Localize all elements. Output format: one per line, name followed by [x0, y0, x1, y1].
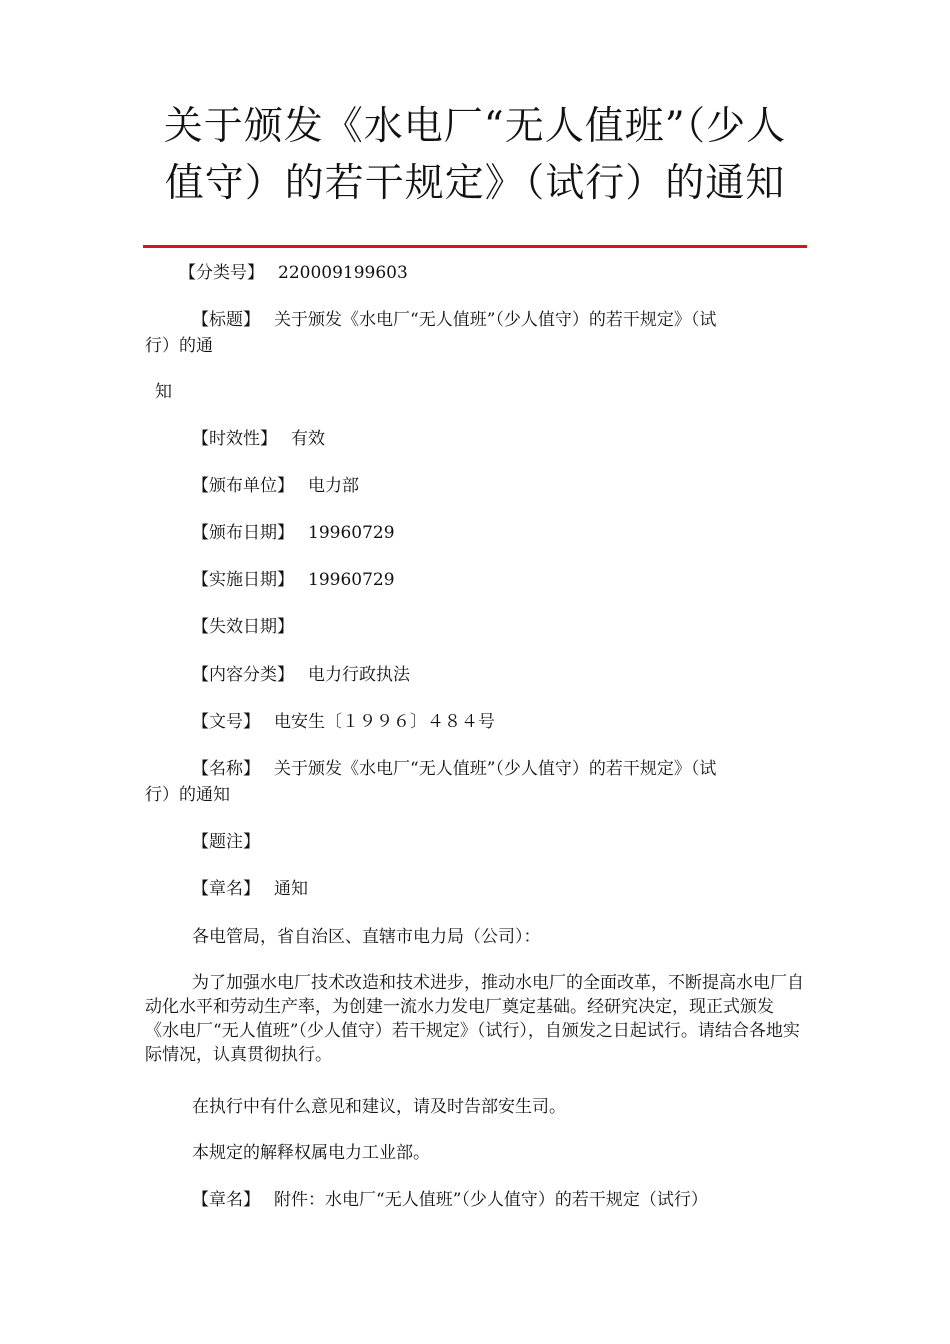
meta-classification: 【分类号】 220009199603 — [179, 263, 408, 283]
meta-document-number: 【文号】 电安生〔１９９６〕４８４号 — [192, 712, 495, 732]
meta-validity: 【时效性】 有效 — [192, 429, 325, 449]
title-divider — [143, 245, 807, 248]
meta-name: 【名称】 关于颁发《水电厂“无人值班”（少人值守）的若干规定》（试 — [192, 759, 717, 779]
body-paragraph-3: 本规定的解释权属电力工业部。 — [192, 1143, 430, 1163]
meta-chapter: 【章名】 通知 — [192, 879, 308, 899]
meta-headline-cont: 行）的通 — [145, 336, 213, 356]
meta-effective-date: 【实施日期】 19960729 — [192, 570, 395, 590]
body-paragraph-2: 在执行中有什么意见和建议，请及时告部安生司。 — [192, 1097, 566, 1117]
title-line-1: 关于颁发《水电厂“无人值班”（少人 — [163, 104, 787, 149]
meta-content-category: 【内容分类】 电力行政执法 — [192, 665, 410, 685]
body-paragraph-1: 为了加强水电厂技术改造和技术进步，推动水电厂的全面改革，不断提高水电厂自动化水平和劳动生产率，为创建一流水力发电厂奠定基础。经研究决定，现正式颁发《水电厂“无人值班”（少人值守）若干规定》（试行），自颁发之日起试行。请结合各地实际情况，认真贯彻执行。 — [145, 973, 804, 1065]
meta-headline: 【标题】 关于颁发《水电厂“无人值班”（少人值守）的若干规定》（试 — [192, 310, 717, 330]
meta-issue-date: 【颁布日期】 19960729 — [192, 523, 395, 543]
meta-name-cont: 行）的通知 — [145, 785, 230, 805]
meta-issuer: 【颁布单位】 电力部 — [192, 476, 359, 496]
body-salutation: 各电管局，省自治区、直辖市电力局（公司）： — [192, 927, 541, 947]
document-title — [120, 98, 830, 212]
meta-headline-cont2: 知 — [155, 382, 172, 402]
title-line-2: 值守）的若干规定》（试行）的通知 — [164, 161, 786, 206]
meta-expiry-date: 【失效日期】 — [192, 617, 294, 637]
meta-note: 【题注】 — [192, 832, 260, 852]
attachment-chapter: 【章名】 附件：水电厂“无人值班”（少人值守）的若干规定（试行） — [192, 1190, 708, 1210]
